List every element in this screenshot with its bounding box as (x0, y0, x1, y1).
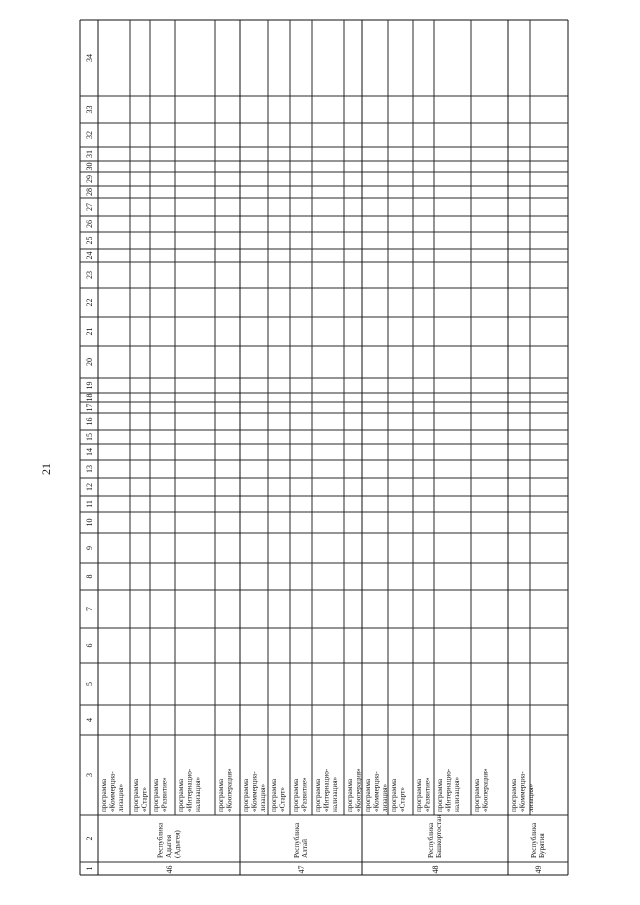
region-name-46: (Адыгея) (173, 830, 182, 858)
column-number-33: 33 (85, 105, 94, 114)
region-name-46: Адыгея (165, 834, 173, 858)
column-number-12: 12 (85, 483, 94, 491)
row-number-46: 46 (165, 865, 174, 874)
region-name-47: Алтай (301, 838, 310, 858)
program-label-46-3: «Развитие» (160, 777, 169, 812)
column-number-9: 9 (85, 546, 94, 550)
column-number-24: 24 (85, 251, 94, 260)
program-label-46-1: «Коммерциа- (108, 771, 117, 812)
program-label-46-4: нализация» (193, 776, 202, 812)
row-number-47: 47 (297, 865, 306, 874)
program-label-47-5: «Кооперация» (354, 768, 363, 812)
column-number-3: 3 (85, 773, 94, 777)
program-label-48-4: программа (436, 778, 444, 812)
column-number-2: 2 (85, 836, 94, 841)
program-label-48-1: «Коммерциа- (372, 771, 381, 812)
column-number-18: 18 (85, 393, 94, 402)
column-number-27: 27 (85, 203, 94, 211)
program-label-47-4: «Интернацио- (322, 768, 331, 812)
program-label-46-3: программа (152, 778, 160, 812)
column-number-26: 26 (85, 220, 94, 228)
program-label-47-2: «Старт» (278, 787, 287, 812)
program-label-46-1: программа (100, 778, 108, 812)
program-label-46-2: «Старт» (140, 787, 149, 812)
program-label-46-5: «Кооперация» (225, 768, 234, 812)
column-number-4: 4 (85, 718, 94, 722)
column-number-28: 28 (85, 188, 94, 196)
column-number-10: 10 (85, 518, 94, 527)
program-label-47-1: программа (242, 778, 250, 812)
program-label-48-4: «Интернацио- (444, 768, 453, 812)
program-label-48-5: программа (473, 778, 481, 812)
program-label-47-3: программа (292, 778, 300, 812)
page-number: 21 (39, 463, 53, 475)
row-number-49: 49 (534, 865, 543, 874)
program-label-46-4: программа (177, 778, 185, 812)
row-number-48: 48 (431, 865, 440, 874)
region-name-46: Республика (156, 822, 165, 858)
column-number-34: 34 (85, 54, 94, 62)
program-label-48-3: «Развитие» (423, 777, 432, 812)
program-label-46-5: программа (217, 778, 225, 812)
program-label-46-1: лизация» (116, 783, 125, 812)
column-number-5: 5 (85, 682, 94, 686)
region-name-48: Республика (426, 822, 435, 858)
region-name-48: Башкортостан (435, 814, 444, 858)
column-number-8: 8 (85, 574, 94, 579)
column-number-16: 16 (85, 417, 94, 426)
program-label-48-3: программа (415, 778, 423, 812)
column-number-32: 32 (85, 131, 94, 139)
program-label-47-5: программа (346, 778, 354, 812)
program-label-49-1: программа (510, 778, 518, 812)
program-label-46-4: «Интернацио- (185, 768, 194, 812)
column-number-11: 11 (85, 500, 94, 508)
column-number-19: 19 (85, 381, 94, 390)
column-number-17: 17 (85, 403, 94, 412)
program-label-48-4: нализация» (452, 776, 461, 812)
column-number-15: 15 (85, 433, 94, 441)
program-label-48-2: «Старт» (398, 787, 407, 812)
column-number-22: 22 (85, 298, 94, 307)
column-number-20: 20 (85, 358, 94, 366)
program-label-47-4: программа (314, 778, 322, 812)
column-number-23: 23 (85, 271, 94, 279)
region-name-47: Республика (292, 822, 301, 858)
program-label-46-2: программа (132, 778, 140, 812)
program-label-47-1: лизация» (258, 783, 267, 812)
column-number-31: 31 (85, 150, 94, 158)
column-number-6: 6 (85, 643, 94, 648)
column-number-7: 7 (85, 607, 94, 611)
column-number-21: 21 (85, 327, 94, 336)
program-label-47-2: программа (270, 778, 278, 812)
region-name-49: Республика (529, 822, 538, 858)
program-label-47-3: «Развитие» (300, 777, 309, 812)
program-label-48-1: лизация» (380, 783, 389, 812)
column-number-30: 30 (85, 162, 94, 171)
region-name-49: Бурятия (538, 833, 547, 858)
program-label-47-4: нализация» (330, 776, 339, 812)
program-label-47-1: «Коммерциа- (250, 771, 259, 812)
column-number-14: 14 (85, 448, 94, 456)
program-label-49-1: лизация» (526, 783, 535, 812)
program-label-49-1: «Коммерциа- (518, 771, 527, 812)
program-label-48-2: программа (390, 778, 398, 812)
column-number-25: 25 (85, 236, 94, 245)
column-number-13: 13 (85, 465, 94, 473)
column-number-1: 1 (85, 866, 94, 871)
column-number-29: 29 (85, 175, 94, 183)
program-label-48-5: «Кооперация» (481, 768, 490, 812)
program-label-48-1: программа (364, 778, 372, 812)
